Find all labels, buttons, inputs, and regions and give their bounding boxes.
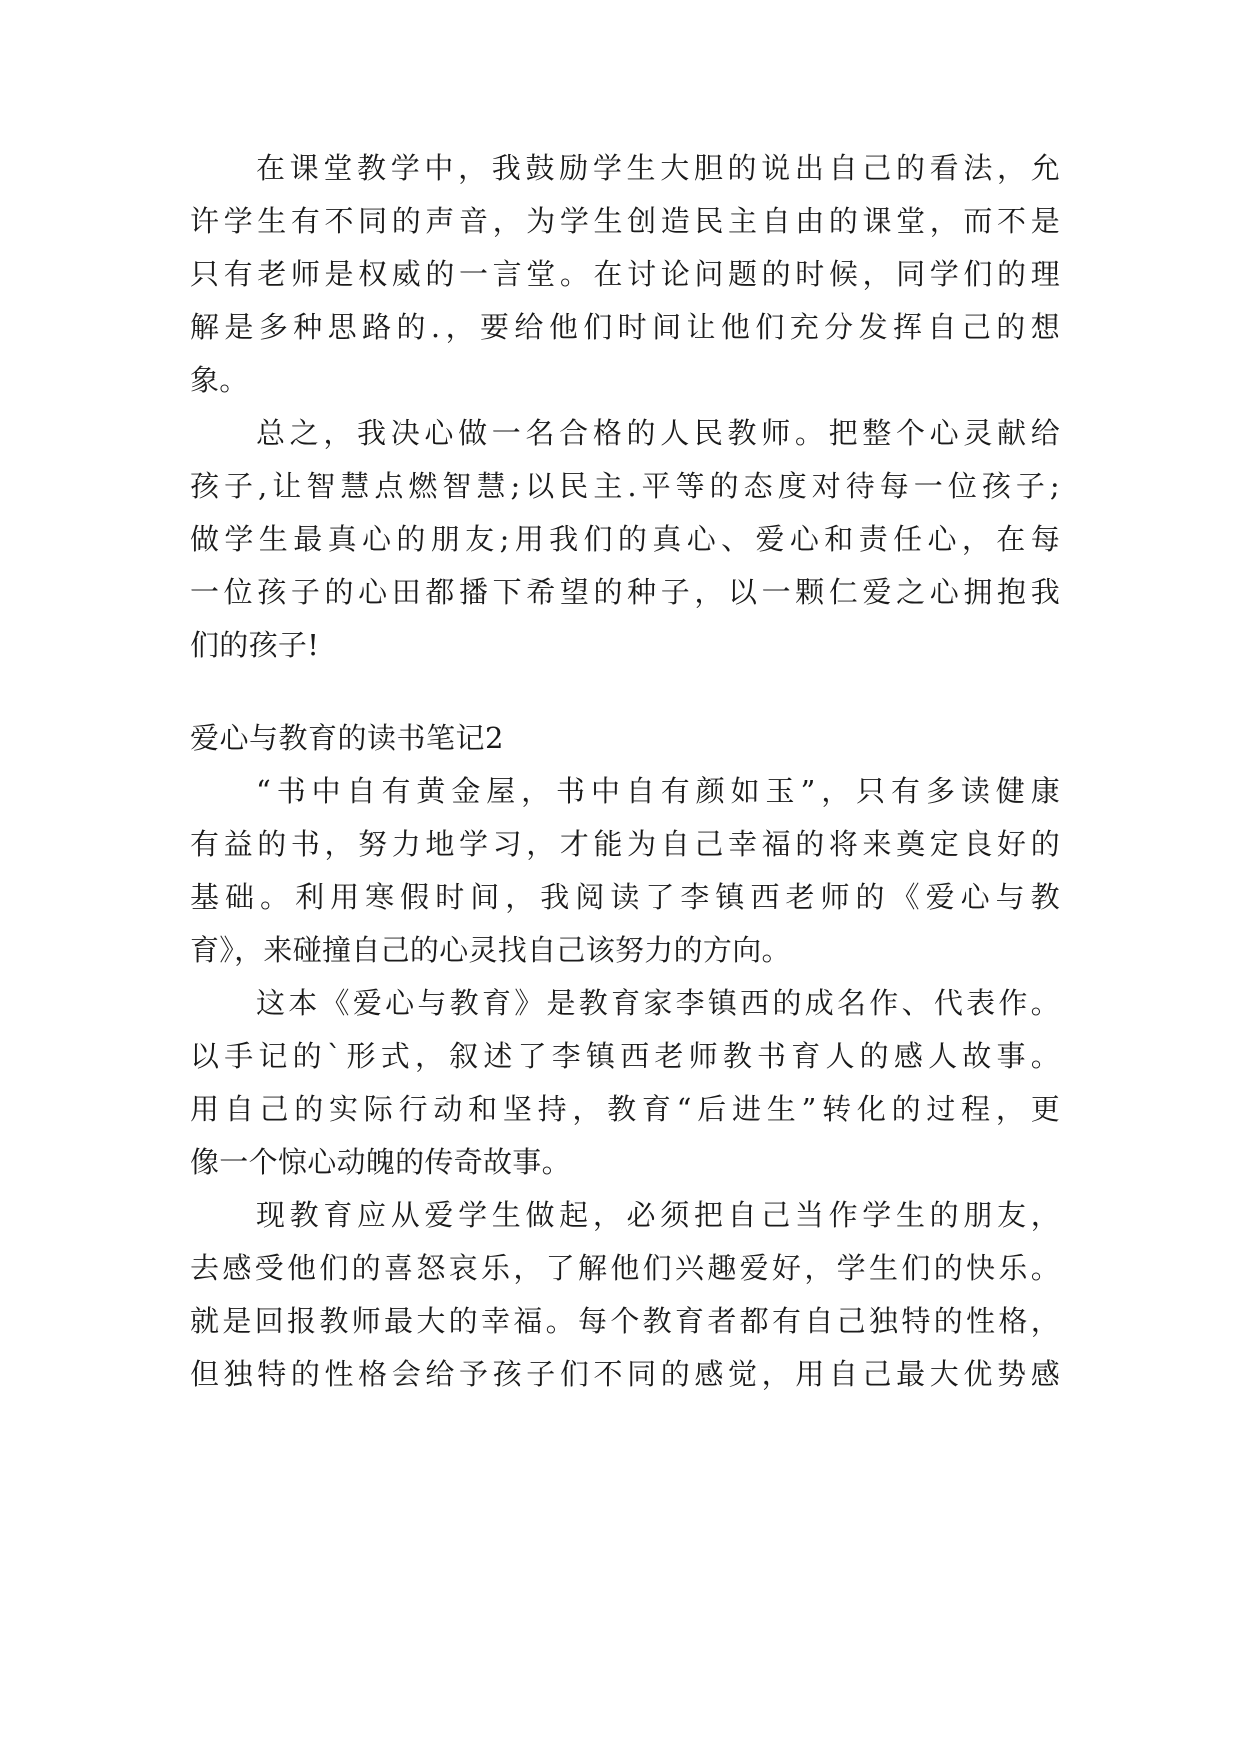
paragraph-line: “书中自有黄金屋，书中自有颜如玉”，只有多读健康 (256, 774, 1060, 808)
paragraph-line: 一位孩子的心田都播下希望的种子，以一颗仁爱之心拥抱我 (190, 575, 1060, 609)
paragraph-line: 用自己的实际行动和坚持，教育“后进生”转化的过程，更 (190, 1092, 1060, 1126)
paragraph-line: 像一个惊心动魄的传奇故事。 (190, 1145, 571, 1179)
paragraph-line: 以手记的`形式，叙述了李镇西老师教书育人的感人故事。 (190, 1039, 1060, 1073)
paragraph-line: 这本《爱心与教育》是教育家李镇西的成名作、代表作。 (256, 986, 1060, 1020)
paragraph-line: 孩子,让智慧点燃智慧;以民主.平等的态度对待每一位孩子; (190, 469, 1060, 503)
paragraph-line: 去感受他们的喜怒哀乐，了解他们兴趣爱好，学生们的快乐。 (190, 1251, 1060, 1285)
section-heading: 爱心与教育的读书笔记2 (190, 721, 504, 755)
paragraph-line: 许学生有不同的声音，为学生创造民主自由的课堂，而不是 (190, 204, 1060, 238)
paragraph-line: 现教育应从爱学生做起，必须把自己当作学生的朋友， (256, 1198, 1060, 1232)
paragraph-line: 象。 (190, 363, 249, 397)
paragraph-line: 在课堂教学中，我鼓励学生大胆的说出自己的看法，允 (256, 151, 1060, 185)
paragraph-line: 总之，我决心做一名合格的人民教师。把整个心灵献给 (256, 416, 1060, 450)
paragraph-line: 解是多种思路的.，要给他们时间让他们充分发挥自己的想 (190, 310, 1060, 344)
paragraph-line: 做学生最真心的朋友;用我们的真心、爱心和责任心，在每 (190, 522, 1060, 556)
paragraph-line: 基础。利用寒假时间，我阅读了李镇西老师的《爱心与教 (190, 880, 1060, 914)
paragraph-line: 们的孩子! (190, 628, 320, 662)
paragraph-line: 但独特的性格会给予孩子们不同的感觉，用自己最大优势感 (190, 1357, 1060, 1391)
paragraph-line: 有益的书，努力地学习，才能为自己幸福的将来奠定良好的 (190, 827, 1060, 861)
paragraph-line: 只有老师是权威的一言堂。在讨论问题的时候，同学们的理 (190, 257, 1060, 291)
paragraph-line: 育》，来碰撞自己的心灵找自己该努力的方向。 (190, 933, 791, 967)
paragraph-line: 就是回报教师最大的幸福。每个教育者都有自己独特的性格， (190, 1304, 1060, 1338)
